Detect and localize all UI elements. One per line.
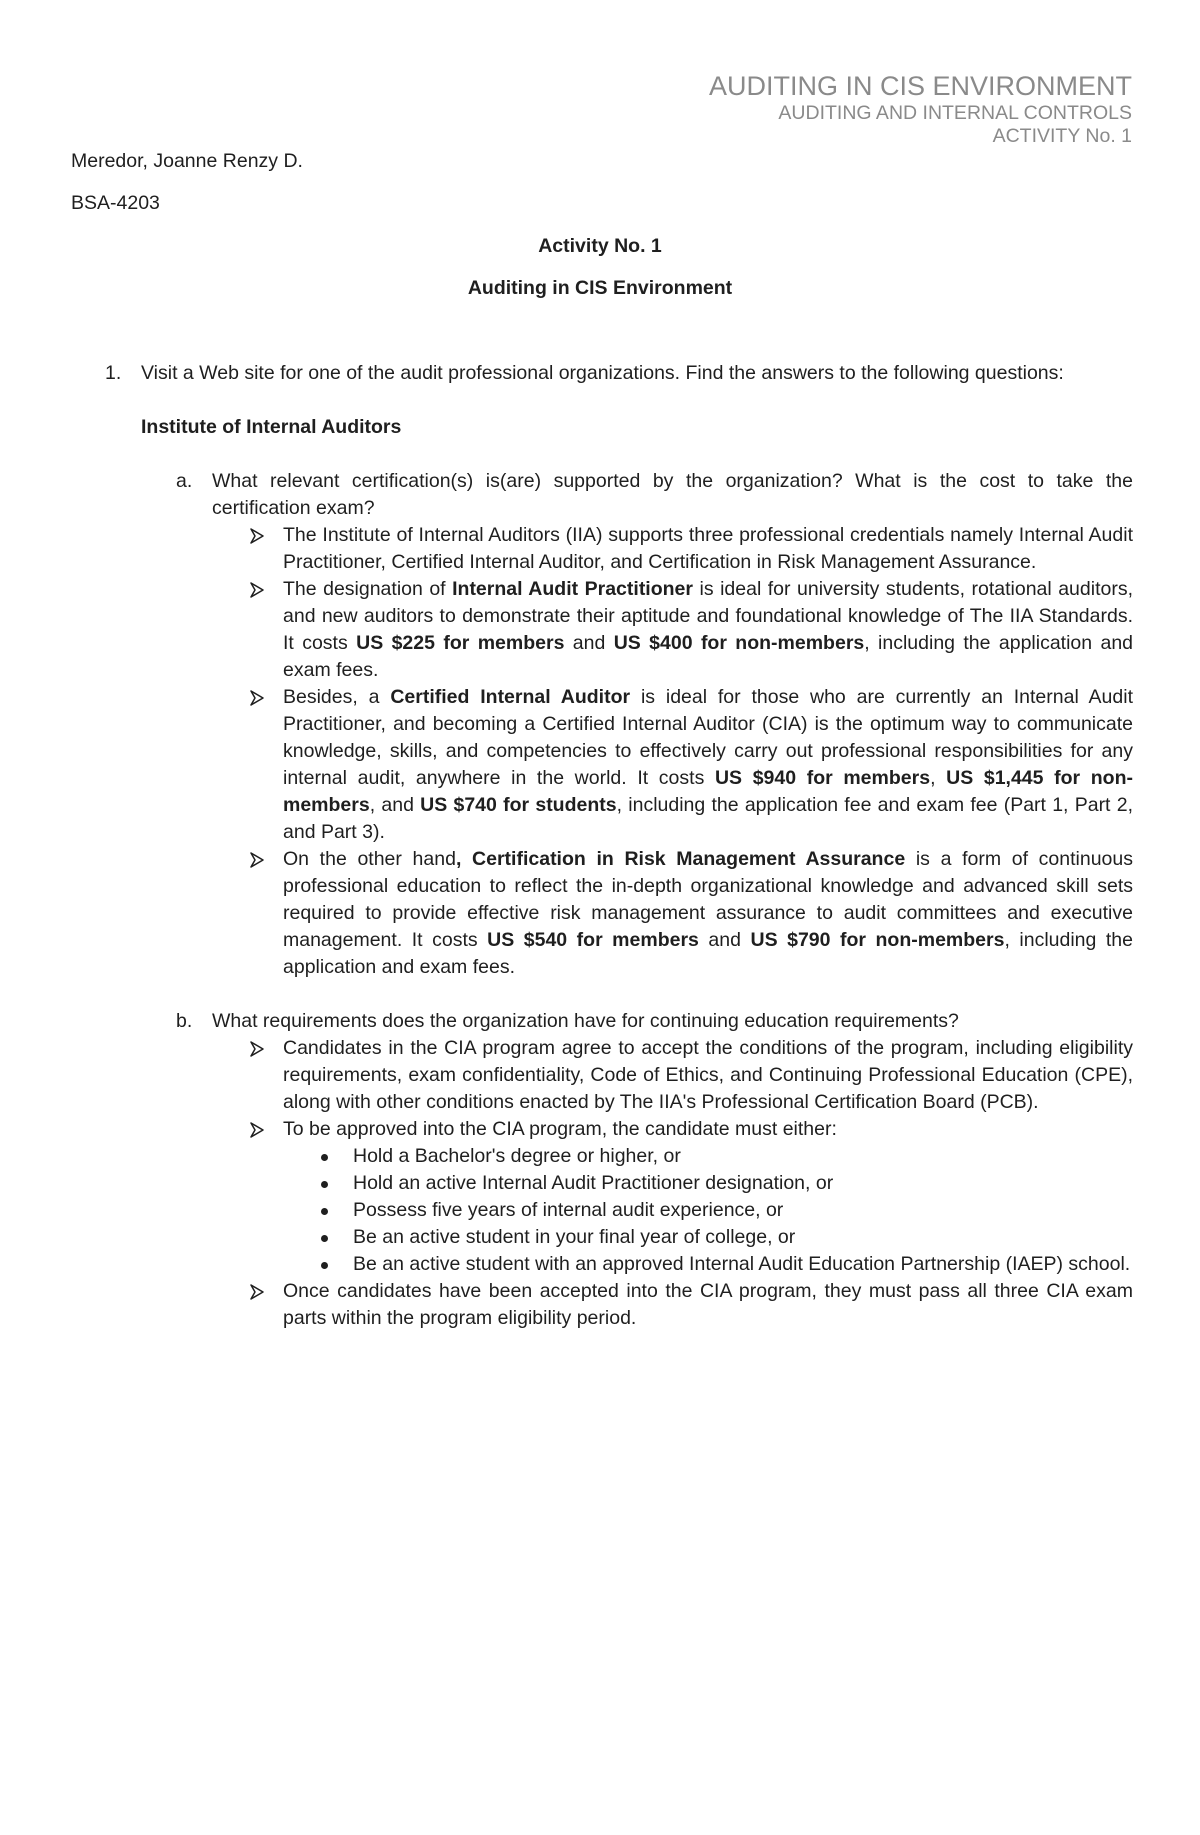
arrowhead-bullet-icon — [249, 1035, 265, 1062]
text-run: is ideal for those who are currently an Internal Audit Practitioner, and becoming a Certified Internal Auditor (CIA) is the optimum way to communicate knowledge, skills, and competencies to effectively carry out professional responsibilities for any internal audit, anywhere in the world. It costs — [283, 686, 1133, 789]
answer-b-item-2-text: To be approved into the CIA program, the candidate must either: — [283, 1118, 837, 1140]
answer-a-item-3-text — [283, 684, 1133, 846]
question-b — [176, 1008, 1133, 1035]
emphasis-student-cost: US $740 for students — [420, 794, 617, 816]
text-run: , — [930, 767, 947, 789]
text-run: is ideal for university students, rotational auditors, and new auditors to demonstrate their aptitude and foundational knowledge of The IIA Standards. It costs — [283, 578, 1134, 654]
emphasis-nonmember-cost: US $790 for non-members — [750, 929, 1005, 951]
answer-a-item-3 — [283, 684, 1133, 846]
text-run: is a form of continuous professional education to reflect the in-depth organizational knowledge and advanced skill sets required to provide effective risk management assurance to audit committees and executive management. It costs — [283, 848, 1134, 951]
requirement-text: Hold an active Internal Audit Practitioner designation, or — [353, 1172, 834, 1194]
answer-b-item-2 — [283, 1116, 1133, 1143]
header-title: AUDITING IN CIS ENVIRONMENT — [708, 71, 1132, 101]
emphasis-iap: Internal Audit Practitioner — [452, 578, 693, 600]
bullet-dot-icon — [321, 1181, 328, 1188]
emphasis-member-cost: US $225 for members — [356, 632, 565, 654]
arrowhead-bullet-icon — [249, 1116, 265, 1143]
answer-b-item-1-text: Candidates in the CIA program agree to accept the conditions of the program, including eligibility requirements, exam confidentiality, Code of Ethics, and Continuing Professional Education (CPE), along with other conditions enacted by The IIA's Professional Certification Board (PCB). — [283, 1037, 1133, 1113]
question-a-text: What relevant certification(s) is(are) supported by the organization? What is the cost to take the certification exam? — [212, 470, 1133, 519]
question-a — [176, 468, 1133, 522]
text-run: , including the application and exam fees. — [283, 929, 1133, 978]
answer-b-item-1 — [283, 1035, 1133, 1116]
emphasis-crma: , Certification in Risk Management Assurance — [455, 848, 906, 870]
answer-a-item-1 — [283, 522, 1133, 576]
bullet-dot-icon — [321, 1208, 328, 1215]
student-section: BSA-4203 — [71, 192, 160, 214]
document-subtitle: Auditing in CIS Environment — [467, 277, 733, 299]
text-run: Besides, a — [283, 686, 391, 708]
question-b-text: What requirements does the organization have for continuing education requirements? — [212, 1010, 959, 1032]
answer-b-item-3 — [283, 1278, 1133, 1332]
question-1-text: Visit a Web site for one of the audit professional organizations. Find the answers to the following questions: — [141, 362, 1064, 384]
answer-a-item-4-text — [283, 846, 1133, 981]
page-header — [709, 70, 1132, 148]
arrowhead-bullet-icon — [249, 846, 265, 873]
answer-a-item-4 — [283, 846, 1133, 981]
text-run: and — [564, 632, 614, 654]
requirement-text: Hold a Bachelor's degree or higher, or — [353, 1145, 681, 1167]
question-1 — [105, 360, 1133, 387]
question-b-letter: b. — [176, 1010, 193, 1032]
document-body — [0, 360, 1200, 1332]
text-run: , and — [369, 794, 421, 816]
organization-heading: Institute of Internal Auditors — [141, 416, 402, 438]
text-run: The designation of — [283, 578, 453, 600]
bullet-dot-icon — [321, 1154, 328, 1161]
emphasis-cia: Certified Internal Auditor — [390, 686, 631, 708]
arrowhead-bullet-icon — [249, 684, 265, 711]
requirement-bullet — [353, 1143, 1133, 1170]
emphasis-nonmember-cost: US $400 for non-members — [613, 632, 865, 654]
requirement-text: Possess five years of internal audit experience, or — [353, 1199, 784, 1221]
question-1-number: 1. — [105, 362, 122, 384]
bullet-dot-icon — [321, 1235, 328, 1242]
requirement-bullet — [353, 1224, 1133, 1251]
student-name: Meredor, Joanne Renzy D. — [71, 150, 303, 172]
header-subtitle: AUDITING AND INTERNAL CONTROLS — [778, 102, 1132, 124]
arrowhead-bullet-icon — [249, 1278, 265, 1305]
arrowhead-bullet-icon — [249, 576, 265, 603]
text-run: , including the application fee and exam fee (Part 1, Part 2, and Part 3). — [283, 794, 1133, 843]
text-run: , including the application and exam fees. — [283, 632, 1134, 681]
document-title: Activity No. 1 — [538, 235, 662, 257]
requirement-bullet — [353, 1197, 1133, 1224]
emphasis-member-cost: US $540 for members — [487, 929, 699, 951]
question-a-letter: a. — [176, 470, 193, 492]
emphasis-nonmember-cost: US $1,445 for non-members — [283, 767, 1133, 816]
requirement-bullet — [353, 1251, 1133, 1278]
answer-a-item-1-text: The Institute of Internal Auditors (IIA) supports three professional credentials namely Internal Audit Practitioner, Certified Internal Auditor, and Certification in Risk Management Assurance. — [283, 524, 1133, 573]
document-titles — [0, 233, 1200, 317]
answer-a-item-2-text — [283, 576, 1133, 684]
text-run: and — [698, 929, 751, 951]
student-info — [71, 148, 303, 232]
emphasis-member-cost: US $940 for members — [714, 767, 931, 789]
requirement-text: Be an active student with an approved Internal Audit Education Partnership (IAEP) school. — [353, 1253, 1131, 1275]
requirement-text: Be an active student in your final year of college, or — [353, 1226, 796, 1248]
answer-a-item-2 — [283, 576, 1133, 684]
answer-b-item-3-text: Once candidates have been accepted into the CIA program, they must pass all three CIA exam parts within the program eligibility period. — [283, 1280, 1133, 1329]
text-run: On the other hand — [283, 848, 456, 870]
bullet-dot-icon — [321, 1262, 328, 1269]
header-activity: ACTIVITY No. 1 — [992, 125, 1132, 147]
arrowhead-bullet-icon — [249, 522, 265, 549]
requirement-bullet — [353, 1170, 1133, 1197]
